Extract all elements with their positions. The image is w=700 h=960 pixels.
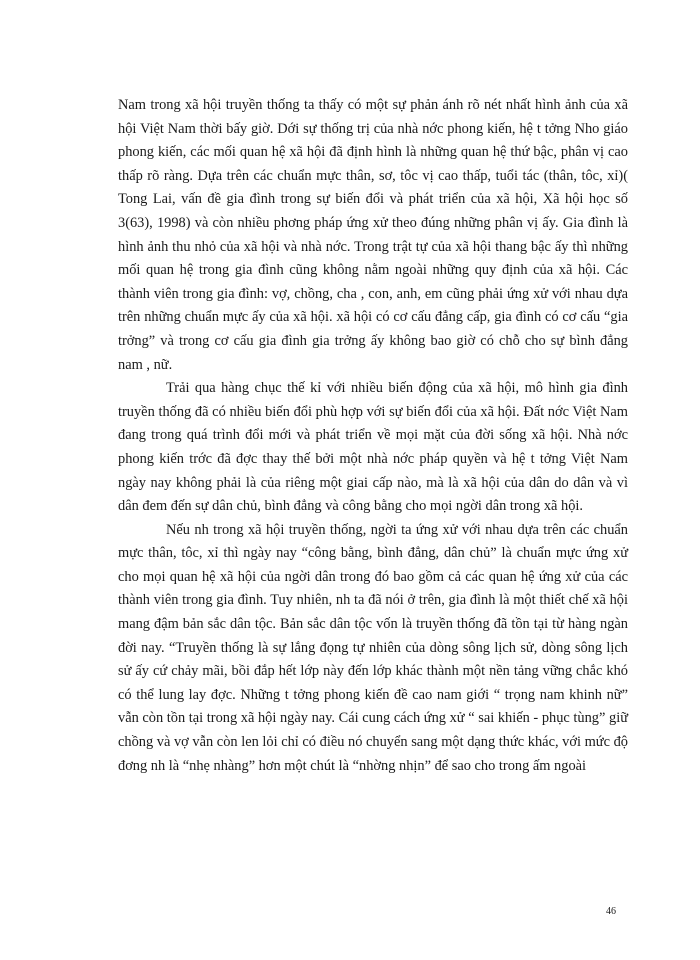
body-text <box>118 94 628 778</box>
page-number: 46 <box>606 906 616 917</box>
paragraph-2: Trải qua hàng chục thế kỉ với nhiều biến động của xã hội, mô hình gia đình truyền thống đã có nhiều biến đổi phù hợp với sự biến đổi của xã hội. Đất nớc Việt Nam đang trong quá trình đổi mới và phát triển về mọi mặt của đời sống xã hội. Nhà nớc phong kiến trớc đã đợc thay thế bởi một nhà nớc pháp quyền và hệ t tởng Việt Nam ngày nay không phải là của riêng một giai cấp nào, mà là xã hội của dân do dân và vì dân đem đến sự dân chủ, bình đẳng và công bằng cho mọi ngời dân trong xã hội. <box>118 380 628 515</box>
paragraph-3: Nếu nh trong xã hội truyền thống, ngời ta ứng xử với nhau dựa trên các chuẩn mực thân, tôc, xỉ thì ngày nay “công bằng, bình đẳng, dân chủ” là chuẩn mực ứng xử cho mọi quan hệ xã hội của ngời dân trong đó bao gồm cả các quan hệ ứng xử của các thành viên trong gia đình. Tuy nhiên, nh ta đã nói ở trên, gia đình là một thiết chế xã hội mang đậm bản sắc dân tộc. Bản sắc dân tộc vốn là truyền thống đã tồn tại từ hàng ngàn đời nay. “Truyền thống là sự lắng đọng tự nhiên của dòng sông lịch sử, dòng sông lịch sử ấy cứ chảy mãi, bồi đắp hết lớp này đến lớp khác thành một nền tảng vững chắc khó có thể lung lay đợc. Những t tởng phong kiến đề cao nam giới “ trọng nam khinh nữ” vẫn còn tồn tại trong xã hội ngày nay. Cái cung cách ứng xử “ sai khiến - phục tùng” giữ chồng và vợ vẫn còn len lỏi chỉ có điều nó chuyển sang một dạng thức khác, với mức độ đơng nh là “nhẹ nhàng” hơn một chút là “nhờng nhịn” để sao cho trong ấm ngoài <box>118 521 628 774</box>
paragraph-1: Nam trong xã hội truyền thống ta thấy có một sự phản ánh rõ nét nhất hình ảnh của xã hội Việt Nam thời bấy giờ. Dới sự thống trị của nhà nớc phong kiến, hệ t tởng Nho giáo phong kiến, các mối quan hệ xã hội đã định hình là những quan hệ thứ bậc, phân vị cao thấp rõ ràng. Dựa trên các chuẩn mực thân, sơ, tôc vị cao thấp, tuổi tác (thân, tôc, xỉ)( Tong Lai, vấn đề gia đình trong sự biến đổi và phát triển của xã hội, Xã hội học số 3(63), 1998) và còn nhiều phơng pháp ứng xử theo đúng những phân vị ấy. Gia đình là hình ảnh thu nhỏ của xã hội và nhà nớc. Trong trật tự của xã hội thang bậc ấy thì những mối quan hệ trong gia đình cũng không nằm ngoài những quy định của xã hội. Các thành viên trong gia đình: vợ, chồng, cha , con, anh, em cũng phải ứng xử với nhau dựa trên những chuẩn mực ấy của xã hội. xã hội có cơ cấu đẳng cấp, gia đình có cơ cấu “gia trởng” và trong cơ cấu gia đình gia trởng ấy không bao giờ có chỗ cho sự bình đẳng nam , nữ. <box>118 97 628 373</box>
